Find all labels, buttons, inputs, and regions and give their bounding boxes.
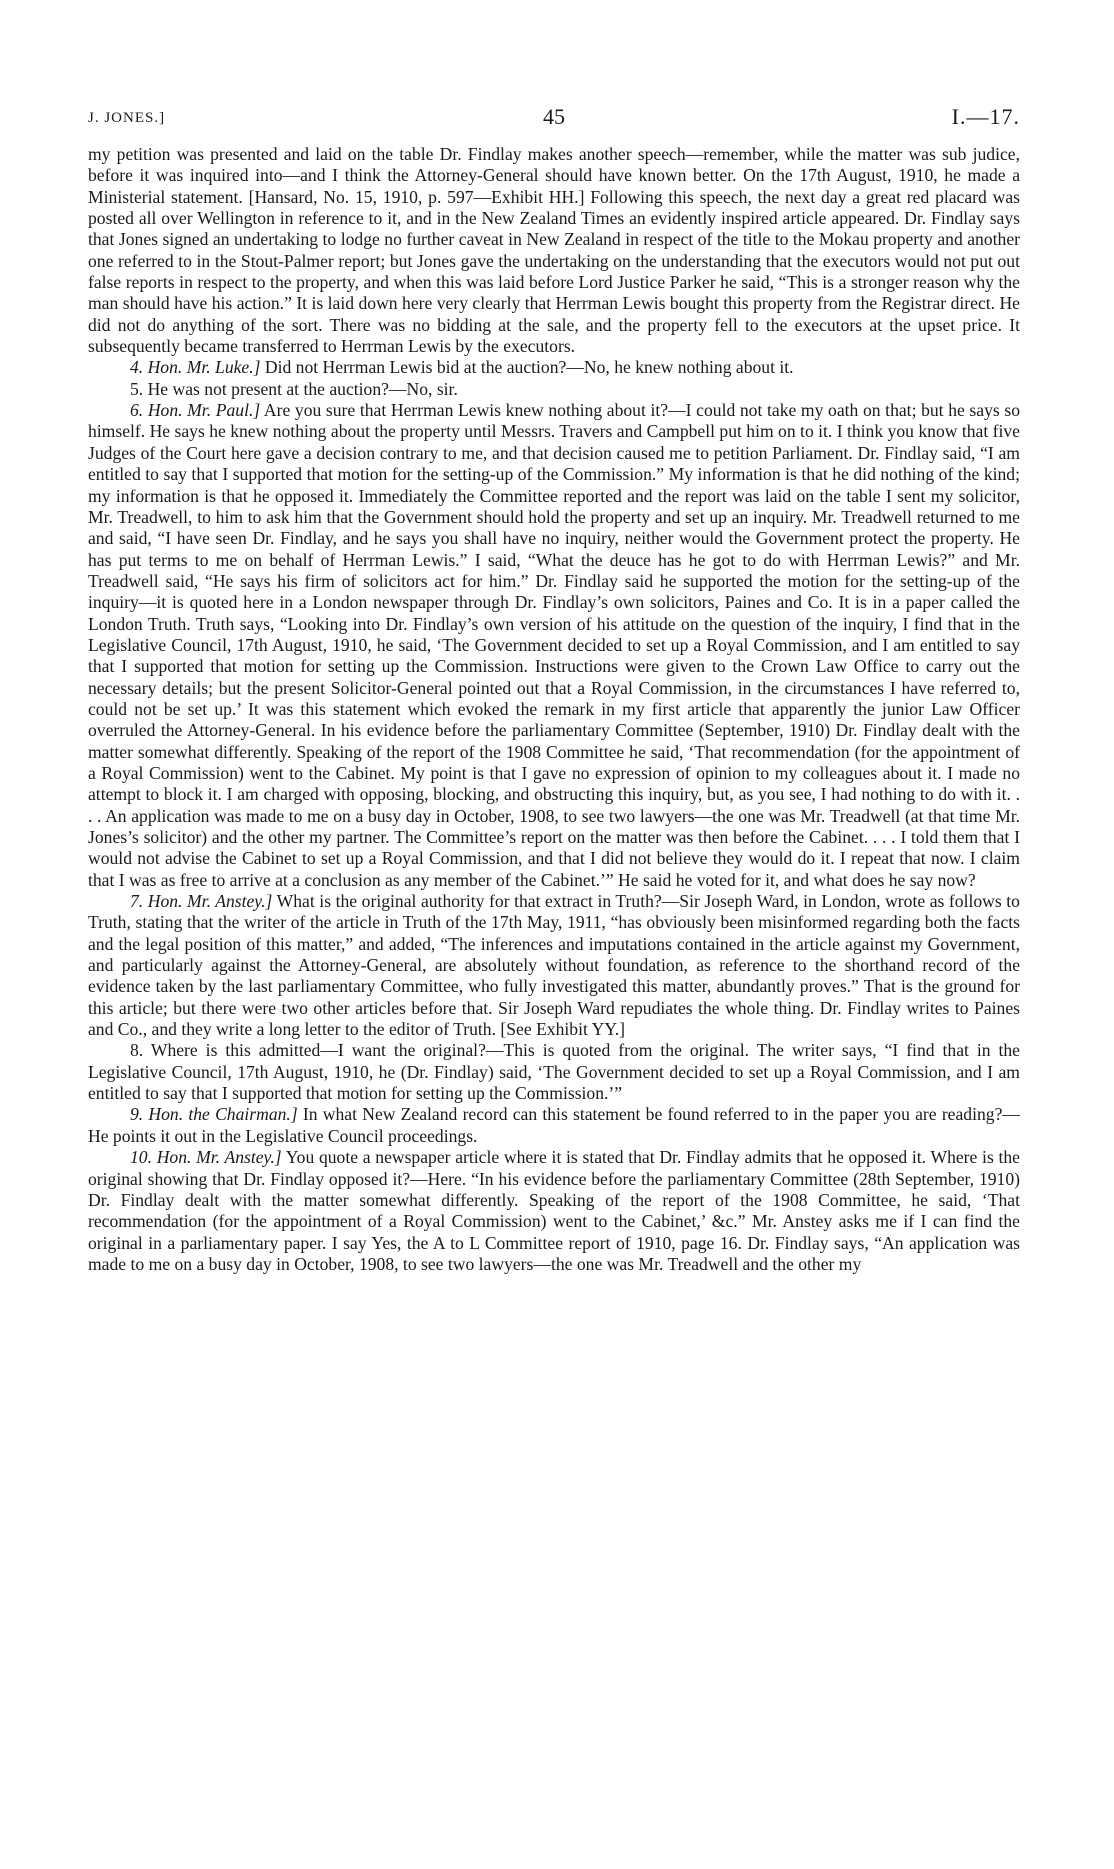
paragraph-continuation: [88, 144, 1020, 357]
paragraph-text: Are you sure that Herrman Lewis knew nothing about it?—I could not take my oath on that; but he says so himself. He says he knew nothing about the property until Messrs. Travers and Campbell put him on to it. I think you know that five Judges of the Court here gave a decision contrary to me, and that decision caused me to petition Parliament. Dr. Findlay said, “I am entitled to say that I supported that motion for the setting-up of the Commission.” My information is that he did nothing of the kind; my information is that he opposed it. Immediately the Committee reported and the report was laid on the table I sent my solicitor, Mr. Treadwell, to him to ask him that the Government should hold the property and set up an inquiry. Mr. Treadwell returned to me and said, “I have seen Dr. Findlay, and he says you shall have no inquiry, neither would the Government protect the property. He has put terms to me on behalf of Herrman Lewis.” I said, “What the deuce has he got to do with Herrman Lewis?” and Mr. Treadwell said, “He says his firm of solicitors act for him.” Dr. Findlay said he supported the motion for the setting-up of the inquiry—it is quoted here in a London newspaper through Dr. Findlay’s own solicitors, Paines and Co. It is in a paper called the London Truth. Truth says, “Looking into Dr. Findlay’s own version of his attitude on the question of the inquiry, I find that in the Legislative Council, 17th August, 1910, he said, ‘The Government decided to set up a Royal Commission, and I am entitled to say that I supported that motion for setting up the Commission. Instructions were given to the Crown Law Office to carry out the necessary details; but the present Solicitor-General pointed out that a Royal Commission, in the circumstances I have referred to, could not be set up.’ It was this statement which evoked the remark in my first article that apparently the junior Law Officer overruled the Attorney-General. In his evidence before the parliamentary Committee (September, 1910) Dr. Findlay dealt with the matter somewhat differently. Speaking of the report of the 1908 Committee he said, ‘That recommendation (for the appointment of a Royal Commission) went to the Cabinet. My point is that I gave no expression of opinion to my colleagues about it. I made no attempt to block it. I am charged with opposing, blocking, and obstructing this inquiry, but, as you see, I had nothing to do with it. . . . An application was made to me on a busy day in October, 1908, to see two lawyers—the one was Mr. Treadwell (at that time Mr. Jones’s solicitor) and the other my partner. The Committee’s report on the matter was then before the Cabinet. . . . I told them that I would not advise the Cabinet to set up a Royal Commission, and that I did not believe they would do it. I repeat that now. I claim that I was as free to arrive at a conclusion as any member of the Cabinet.’” He said he voted for it, and what does he say now?: [88, 400, 1021, 890]
speaker-label: 6. Hon. Mr. Paul.]: [130, 400, 261, 421]
paper-reference: I.—17.: [951, 104, 1020, 129]
paragraph-text: 5. He was not present at the auction?—No, sir.: [130, 378, 458, 399]
paragraph-text: Did not Herrman Lewis bid at the auction?—No, he knew nothing about it.: [264, 357, 794, 378]
speaker-label: 9. Hon. the Chairman.]: [130, 1104, 298, 1125]
speaker-label: 10. Hon. Mr. Anstey.]: [130, 1147, 282, 1168]
page-header: [88, 104, 1020, 144]
paragraph-text: my petition was presented and laid on the table Dr. Findlay makes another speech—remember, while the matter was sub judice, before it was inquired into—and I think the Attorney-General should have known better. On the 17th August, 1910, he made a Ministerial statement. [Hansard, No. 15, 1910, p. 597—Exhibit HH.] Following this speech, the next day a great red placard was posted all over Wellington in reference to it, and in the New Zealand Times an evidently inspired article appeared. Dr. Findlay says that Jones signed an undertaking to lodge no further caveat in New Zealand in respect of the title to the Mokau property and another one referred to in the Stout-Palmer report; but Jones gave the undertaking on the understanding that the executors would not put out false reports in respect to the property, and when this was laid before Lord Justice Parker he said, “This is a stronger reason why the man should have his action.” It is laid down here very clearly that Herrman Lewis bought this property from the Registrar direct. He did not do anything of the sort. There was no bidding at the sale, and the property fell to the executors at the upset price. It subsequently became transferred to Herrman Lewis by the executors.: [88, 144, 1020, 357]
question-4: [88, 357, 1020, 378]
question-5: [88, 379, 1020, 400]
page-number: 45: [543, 104, 565, 129]
question-10: [88, 1147, 1020, 1275]
header-witness-name: J. JONES.]: [88, 110, 166, 126]
question-9: [88, 1104, 1020, 1147]
speaker-label: 4. Hon. Mr. Luke.]: [130, 357, 261, 378]
question-6: [88, 400, 1020, 891]
question-7: [88, 891, 1020, 1040]
document-page: [88, 104, 1020, 1275]
question-8: [88, 1040, 1020, 1104]
paragraph-text: What is the original authority for that extract in Truth?—Sir Joseph Ward, in London, wrote as follows to Truth, stating that the writer of the article in Truth of the 17th May, 1911, “has obviously been misinformed regarding both the facts and the legal position of this matter,” and added, “The inferences and imputations contained in the article against my Government, and particularly against the Attorney-General, are absolutely without foundation, as reference to the shorthand record of the evidence taken by the last parliamentary Committee, who fully investigated this matter, abundantly proves.” That is the ground for this article; but there were two other articles before that. Sir Joseph Ward repudiates the whole thing. Dr. Findlay writes to Paines and Co., and they write a long letter to the editor of Truth. [See Exhibit YY.]: [88, 891, 1020, 1040]
body-text: [88, 144, 1020, 1275]
speaker-label: 7. Hon. Mr. Anstey.]: [130, 891, 273, 912]
paragraph-text: You quote a newspaper article where it is stated that Dr. Findlay admits that he opposed it. Where is the original showing that Dr. Findlay opposed it?—Here. “In his evidence before the parliamentary Committee (28th September, 1910) Dr. Findlay dealt with the matter somewhat differently. Speaking of the report of the 1908 Committee, he said, ‘That recommendation (for the appointment of a Royal Commission) went to the Cabinet,’ &c.” Mr. Anstey asks me if I can find the original in a parliamentary paper. I say Yes, the A to L Committee report of 1910, page 16. Dr. Findlay says, “An application was made to me on a busy day in October, 1908, to see two lawyers—the one was Mr. Treadwell and the other my: [88, 1147, 1020, 1274]
paragraph-text: In what New Zealand record can this statement be found referred to in the paper you are reading?—He points it out in the Legislative Council proceedings.: [88, 1104, 1020, 1146]
paragraph-text: 8. Where is this admitted—I want the original?—This is quoted from the original. The writer says, “I find that in the Legislative Council, 17th August, 1910, he (Dr. Findlay) said, ‘The Government decided to set up a Royal Commission, and I am entitled to say that I supported that motion for setting up the Commission.’”: [88, 1040, 1020, 1104]
